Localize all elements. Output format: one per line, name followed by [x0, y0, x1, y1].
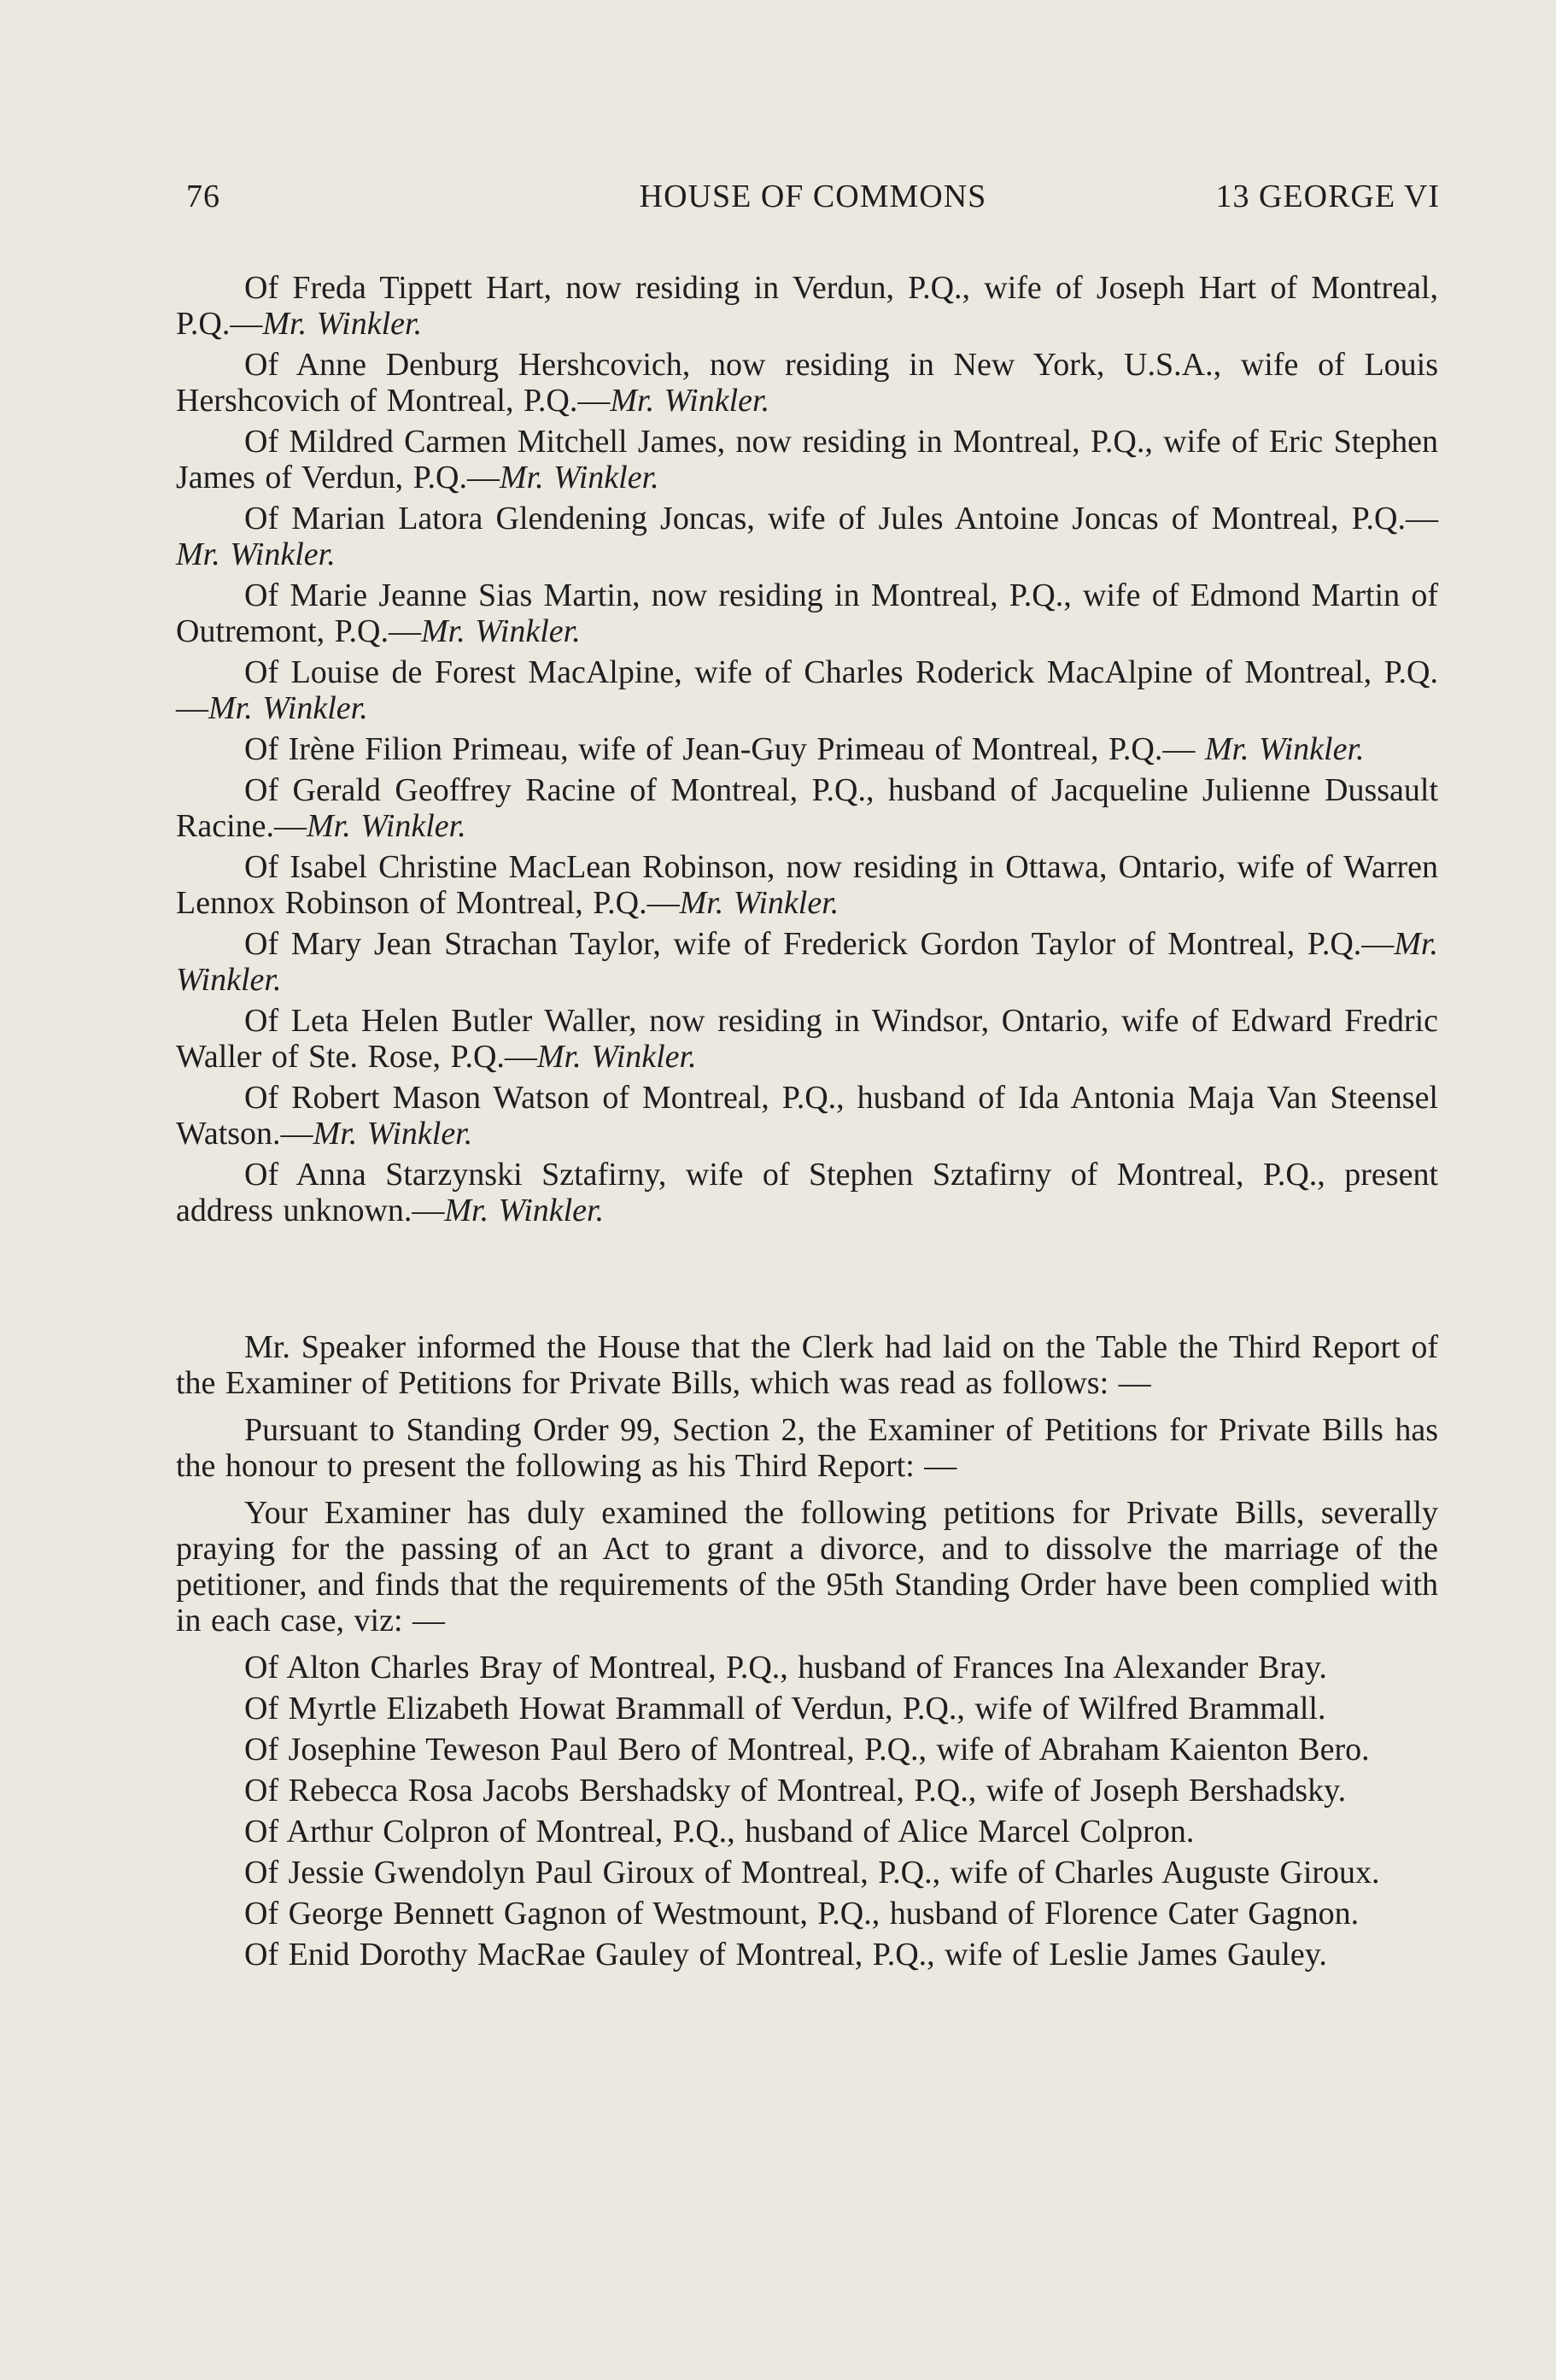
petition-entry: Of Anne Denburg Hershcovich, now residing in New York, U.S.A., wife of Louis Hershcovich of Montreal, P.Q.—Mr. Winkler.: [176, 347, 1438, 419]
petition-entry: Of Leta Helen Butler Waller, now residing in Windsor, Ontario, wife of Edward Fredric Waller of Ste. Rose, P.Q.—Mr. Winkler.: [176, 1003, 1438, 1075]
report-petition: Of George Bennett Gagnon of Westmount, P.Q., husband of Florence Cater Gagnon.: [244, 1896, 1360, 1932]
report-body: Your Examiner has duly examined the following petitions for Private Bills, severally praying for the passing of an Act to grant a divorce, and to dissolve the marriage of the petitioner, and finds that the requirements of the 95th Standing Order have been complied with in each case, viz: —: [176, 1495, 1438, 1638]
report-petition: Of Jessie Gwendolyn Paul Giroux of Montreal, P.Q., wife of Charles Auguste Giroux.: [244, 1855, 1380, 1891]
mover-name: Mr. Winkler.: [307, 808, 466, 844]
petition-entry: Of Mildred Carmen Mitchell James, now residing in Montreal, P.Q., wife of Eric Stephen James of Verdun, P.Q.—Mr. Winkler.: [176, 424, 1438, 495]
page-number: 76: [186, 179, 220, 214]
petition-entry: Of Robert Mason Watson of Montreal, P.Q., husband of Ida Antonia Maja Van Steensel Watson.—Mr. Winkler.: [176, 1080, 1438, 1152]
petition-entry: Of Marie Jeanne Sias Martin, now residing in Montreal, P.Q., wife of Edmond Martin of Outremont, P.Q.—Mr. Winkler.: [176, 577, 1438, 649]
running-title: HOUSE OF COMMONS: [639, 179, 987, 214]
mover-name: Mr. Winkler.: [610, 383, 770, 419]
petition-entry: Of Mary Jean Strachan Taylor, wife of Frederick Gordon Taylor of Montreal, P.Q.—Mr. Winkler.: [176, 926, 1438, 998]
mover-name: Mr. Winkler.: [536, 1039, 697, 1075]
report-petition: Of Enid Dorothy MacRae Gauley of Montreal, P.Q., wife of Leslie James Gauley.: [244, 1937, 1327, 1973]
mover-name: Mr. Winkler.: [313, 1116, 473, 1152]
petition-entry: Of Irène Filion Primeau, wife of Jean-Guy Primeau of Montreal, P.Q.— Mr. Winkler.: [244, 731, 1365, 767]
petition-entry: Of Isabel Christine MacLean Robinson, now residing in Ottawa, Ontario, wife of Warren Lennox Robinson of Montreal, P.Q.—Mr. Winkler.: [176, 849, 1438, 921]
mover-name: Mr. Winkler.: [208, 690, 368, 726]
mover-name: Mr. Winkler.: [176, 536, 336, 572]
report-preamble: Pursuant to Standing Order 99, Section 2, the Examiner of Petitions for Private Bills has the honour to present the following as his Third Report: —: [176, 1412, 1438, 1484]
petition-entry: Of Marian Latora Glendening Joncas, wife of Jules Antoine Joncas of Montreal, P.Q.—Mr. Winkler.: [176, 501, 1438, 572]
mover-name: Mr. Winkler.: [499, 460, 659, 495]
report-petition: Of Arthur Colpron of Montreal, P.Q., husband of Alice Marcel Colpron.: [244, 1814, 1195, 1849]
petition-entry: Of Freda Tippett Hart, now residing in Verdun, P.Q., wife of Joseph Hart of Montreal, P.Q.—Mr. Winkler.: [176, 270, 1438, 342]
mover-name: Mr. Winkler.: [421, 613, 581, 649]
petition-entry: Of Anna Starzynski Sztafirny, wife of Stephen Sztafirny of Montreal, P.Q., present address unknown.—Mr. Winkler.: [176, 1157, 1438, 1228]
running-header: [186, 178, 1440, 215]
regnal-year: 13 GEORGE VI: [1215, 179, 1440, 214]
mover-name: Mr. Winkler.: [262, 306, 423, 342]
petition-entry: Of Louise de Forest MacAlpine, wife of Charles Roderick MacAlpine of Montreal, P.Q.—Mr. Winkler.: [176, 654, 1438, 726]
mover-name: Mr. Winkler.: [176, 926, 1438, 998]
report-intro: Mr. Speaker informed the House that the Clerk had laid on the Table the Third Report of the Examiner of Petitions for Private Bills, which was read as follows: —: [176, 1329, 1438, 1401]
petition-entry: Of Gerald Geoffrey Racine of Montreal, P.Q., husband of Jacqueline Julienne Dussault Racine.—Mr. Winkler.: [176, 772, 1438, 844]
report-petition: Of Josephine Teweson Paul Bero of Montreal, P.Q., wife of Abraham Kaienton Bero.: [244, 1732, 1370, 1767]
report-petition: Of Myrtle Elizabeth Howat Brammall of Verdun, P.Q., wife of Wilfred Brammall.: [244, 1691, 1326, 1726]
report-petition: Of Rebecca Rosa Jacobs Bershadsky of Montreal, P.Q., wife of Joseph Bershadsky.: [244, 1773, 1347, 1808]
petitions-list: [176, 270, 1438, 1234]
mover-name: Mr. Winkler.: [1204, 731, 1365, 767]
mover-name: Mr. Winkler.: [444, 1193, 605, 1228]
mover-name: Mr. Winkler.: [679, 885, 839, 921]
report-petition: Of Alton Charles Bray of Montreal, P.Q., husband of Frances Ina Alexander Bray.: [244, 1650, 1327, 1685]
examiner-report: [176, 1329, 1438, 1978]
